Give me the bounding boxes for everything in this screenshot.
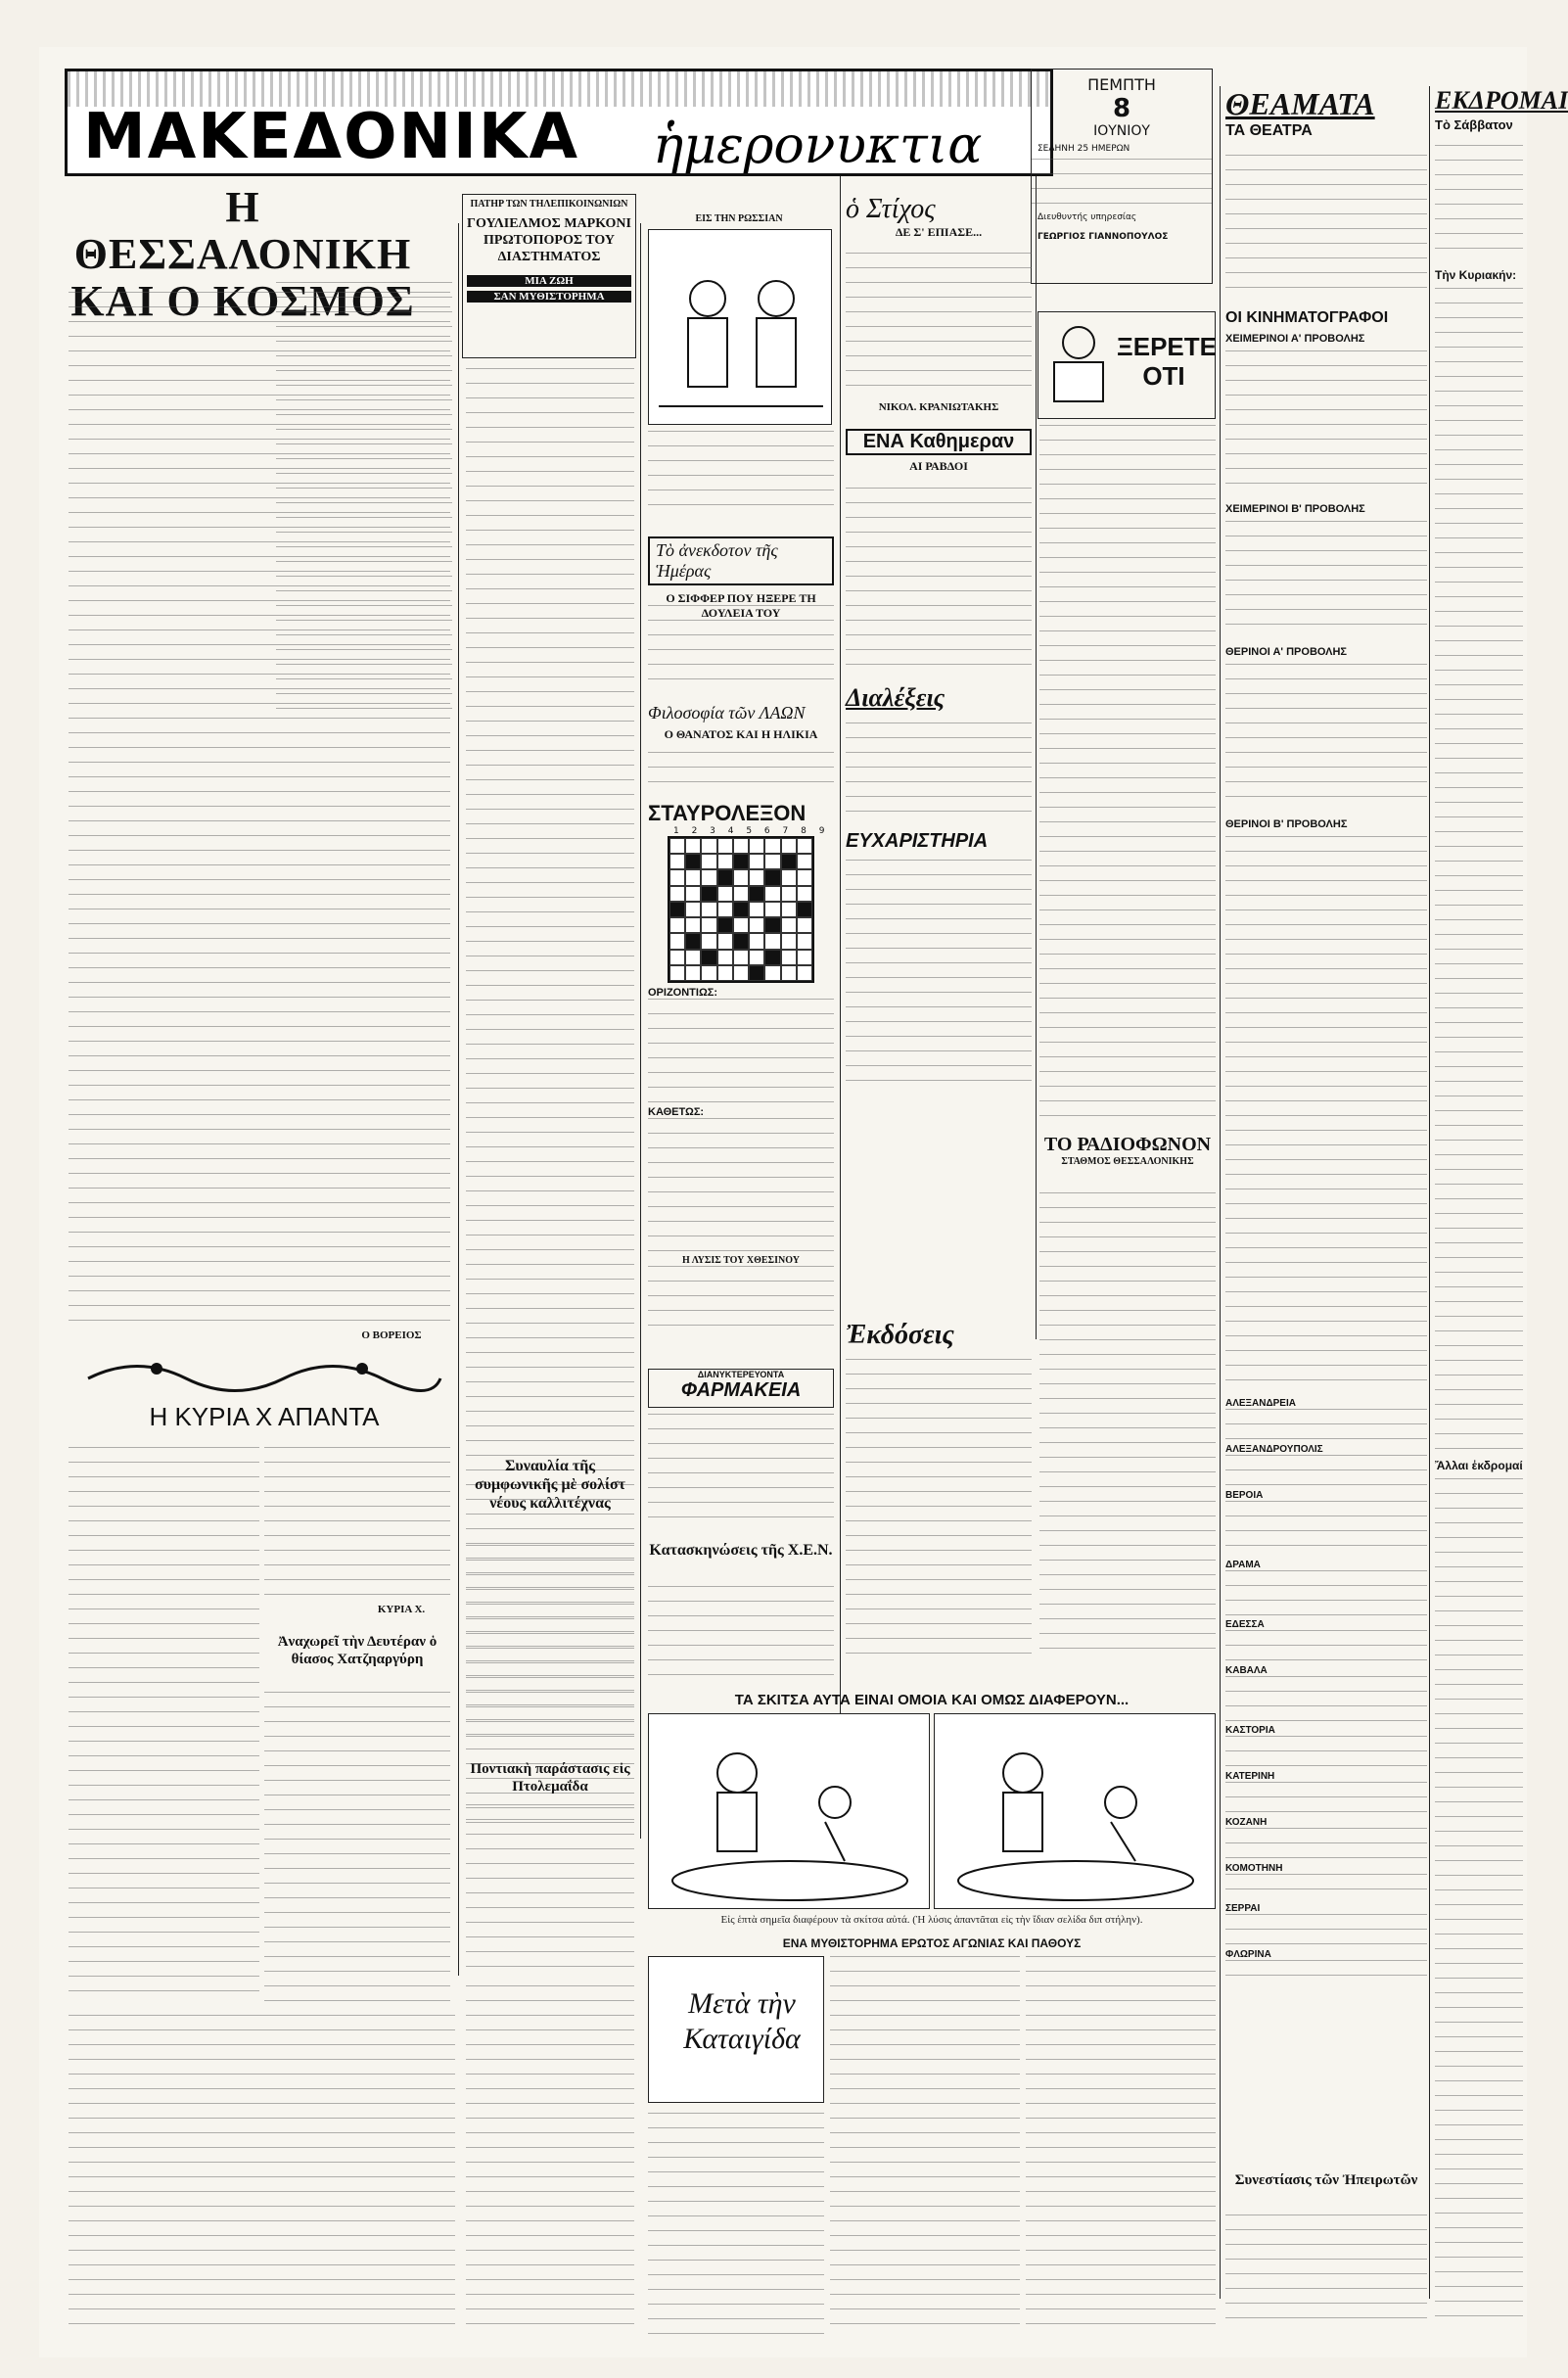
moon-phase: ΣΕΛΗΝΗ 25 ΗΜΕΡΩΝ — [1038, 144, 1130, 154]
crossword-solution-label: Η ΛΥΣΙΣ ΤΟΥ ΧΘΕΣΙΝΟΥ — [682, 1255, 800, 1266]
radio-sub: ΣΤΑΘΜΟΣ ΘΕΣΣΑΛΟΝΙΚΗΣ — [1061, 1156, 1194, 1167]
eucharistiria-section — [846, 830, 1032, 853]
city-listing — [1225, 1828, 1427, 1863]
city-florina: ΦΛΩΡΙΝΑ — [1225, 1949, 1271, 1960]
city-kastoria: ΚΑΣΤΟΡΙΑ — [1225, 1725, 1275, 1736]
lead-headline: Η ΘΕΣΣΑΛΟΝΙΚΗ ΚΑΙ Ο ΚΟΣΜΟΣ — [70, 183, 415, 325]
stichos-poem — [846, 253, 1032, 399]
winter-b-label: ΧΕΙΜΕΡΙΝΟΙ Β' ΠΡΟΒΟΛΗΣ — [1225, 503, 1365, 515]
city-listing — [1225, 1782, 1427, 1817]
column-rule — [1036, 106, 1037, 1339]
pontic-body — [466, 1804, 634, 1971]
xerete-body — [1039, 425, 1216, 1130]
city-listing — [1225, 1676, 1427, 1725]
eucharistiria-title: ΕΥΧΑΡΙΣΤΗΡΙΑ — [846, 830, 989, 852]
xen-title: Κατασκηνώσεις τῆς Χ.Ε.Ν. — [649, 1542, 833, 1559]
city-kavala: ΚΑΒΑΛΑ — [1225, 1665, 1268, 1676]
xen-body — [648, 1586, 834, 1684]
sketch-game-caption: Εἰς ἑπτὰ σημεῖα διαφέρουν τὰ σκίτσα αὐτά. (Ἡ λύσις ἀπαντᾶται εἰς τὴν ἴδιαν σελίδα διπ στήλην). — [720, 1914, 1143, 1926]
weekday: ΠΕΜΠΤΗ — [1087, 75, 1156, 94]
ena-section — [846, 429, 1032, 474]
masthead — [65, 69, 1053, 176]
horizontal-clues — [648, 999, 834, 1106]
lead-byline: Ο ΒΟΡΕΙΟΣ — [361, 1329, 422, 1341]
lady-x-body — [69, 1447, 259, 2005]
novel-kicker: ΕΝΑ ΜΥΘΙΣΤΟΡΗΜΑ ΕΡΩΤΟΣ ΑΓΩΝΙΑΣ ΚΑΙ ΠΑΘΟΥΣ — [782, 1936, 1082, 1950]
novel-section — [648, 1936, 1216, 1950]
ena-title: ΑΙ ΡΑΒΔΟΙ — [909, 459, 968, 473]
newspaper-page — [39, 47, 1568, 2357]
novel-banner — [648, 1956, 824, 2103]
marconi-headline: ΓΟΥΛΙΕΛΜΟΣ ΜΑΡΚΟΝΙ ΠΡΩΤΟΠΟΡΟΣ ΤΟΥ ΔΙΑΣΤΗΜΑΤΟΣ — [467, 216, 631, 264]
crossword-solution — [648, 1266, 834, 1334]
sunday-list — [1435, 288, 1523, 1453]
anecdote-label: Τὸ ἀνεκδοτον τῆς Ἡμέρας — [648, 536, 834, 585]
marconi-kicker: ΠΑΤΗΡ ΤΩΝ ΤΗΛΕΠΙΚΟΙΝΩΝΙΩΝ — [470, 199, 628, 210]
radio-section — [1039, 1134, 1216, 1167]
city-edessa: ΕΔΕΣΣΑ — [1225, 1619, 1265, 1630]
beach-scene-icon — [649, 1714, 931, 1910]
sketch-right — [934, 1713, 1216, 1909]
summer-a-label: ΘΕΡΙΝΟΙ Α' ΠΡΟΒΟΛΗΣ — [1225, 646, 1348, 658]
pontic-title: Ποντιακὴ παράστασις εἰς Πτολεμαΐδα — [470, 1761, 630, 1795]
marconi-sub1: ΜΙΑ ΖΩΗ — [467, 275, 631, 287]
crossword-grid — [668, 836, 814, 983]
city-kozani: ΚΟΖΑΝΗ — [1225, 1817, 1268, 1828]
column-rule — [840, 106, 841, 1868]
philosophy-title: Ο ΘΑΝΑΤΟΣ ΚΑΙ Η ΗΛΙΚΙΑ — [664, 727, 818, 741]
novel-col1 — [830, 1956, 1020, 2338]
eucharistiria-body — [846, 860, 1032, 1095]
lady-x-body-2 — [264, 1447, 450, 1604]
dialexeis-title: Διαλέξεις — [846, 683, 945, 712]
ekdoseis-body — [846, 1359, 1032, 1662]
ekdromai-header: ΕΚΔΡΟΜΑΙ — [1435, 86, 1568, 115]
lady-x-byline: ΚΥΡΙΑ Χ. — [377, 1604, 426, 1615]
city-listing — [1225, 1501, 1427, 1560]
stichos-section — [846, 194, 1032, 240]
city-listing — [1225, 1736, 1427, 1771]
summer-b-list — [1225, 836, 1427, 1384]
philosophy-label: Φιλοσοφία τῶν ΛΑΩΝ — [648, 703, 806, 723]
city-alexandroupolis: ΑΛΕΞΑΝΔΡΟΥΠΟΛΙΣ — [1225, 1444, 1323, 1455]
ekdoseis-section — [846, 1320, 1032, 1351]
city-serres: ΣΕΡΡΑΙ — [1225, 1903, 1261, 1914]
russia-caption-text — [648, 431, 834, 519]
winter-b-list — [1225, 521, 1427, 638]
city-komotini: ΚΟΜΟΤΗΝΗ — [1225, 1863, 1283, 1874]
summer-a-list — [1225, 664, 1427, 811]
concert-title: Συναυλία τῆς συμφωνικῆς μὲ σολίστ νέους καλλιτέχνας — [474, 1458, 626, 1512]
day-number: 8 — [1112, 94, 1131, 123]
theamata-header: ΘΕΑΜΑΤΑ — [1225, 86, 1375, 121]
date-box — [1031, 69, 1213, 284]
theamata-section — [1225, 86, 1427, 140]
russia-caption: ΕΙΣ ΤΗΝ ΡΩΣΣΙΑΝ — [695, 213, 783, 224]
masthead-title: ΜΑΚΕΔΟΝΙΚΑ — [83, 101, 579, 173]
city-veroia: ΒΕΡΟΙΑ — [1225, 1490, 1264, 1501]
crossword-label: ΣΤΑΥΡΟΛΕΞΟΝ — [648, 801, 807, 825]
saturday-list — [1435, 145, 1523, 262]
pharmacies-list — [648, 1414, 834, 1531]
radio-schedule — [1039, 1192, 1216, 1662]
philosophy-section — [648, 703, 834, 742]
xerete-box — [1038, 311, 1216, 419]
stichos-author: ΝΙΚΟΛ. ΚΡΑΝΙΩΤΑΚΗΣ — [878, 401, 999, 413]
dialexeis-body — [846, 723, 1032, 820]
philosophy-body — [648, 752, 834, 791]
epirus-body — [1225, 2215, 1427, 2332]
ena-label: ΕΝΑ Καθημεραν — [846, 429, 1032, 455]
ekdoseis-title: Ἐκδόσεις — [846, 1320, 954, 1350]
column-rule — [1429, 86, 1430, 2299]
sketch-game-title: ΤΑ ΣΚΙΤΣΑ ΑΥΤΑ ΕΙΝΑΙ ΟΜΟΙΑ ΚΑΙ ΟΜΩΣ ΔΙΑΦΕΡΟΥΝ... — [734, 1692, 1130, 1708]
pharmacies-box — [648, 1369, 834, 1408]
column-rule — [458, 223, 459, 1976]
decorative-birds-icon — [78, 1349, 450, 1398]
city-drama: ΔΡΑΜΑ — [1225, 1560, 1261, 1570]
masthead-script: ἡμερονυκτια — [653, 117, 983, 175]
lead-article-col2 — [276, 282, 452, 723]
marconi-sub2: ΣΑΝ ΜΥΘΙΣΤΟΡΗΜΑ — [467, 291, 631, 303]
crossword-section — [648, 801, 834, 983]
stichos-label: ὁ Στίχος — [846, 194, 936, 224]
city-katerini: ΚΑΤΕΡΙΝΗ — [1225, 1771, 1275, 1782]
summer-b-label: ΘΕΡΙΝΟΙ Β' ΠΡΟΒΟΛΗΣ — [1225, 818, 1348, 830]
winter-a-list — [1225, 350, 1427, 497]
winter-a-label: ΧΕΙΜΕΡΙΝΟΙ Α' ΠΡΟΒΟΛΗΣ — [1225, 333, 1365, 345]
provincial-cinemas — [1225, 1398, 1427, 1989]
beach-scene-icon — [935, 1714, 1217, 1910]
crossword-vertical-label: ΚΑΘΕΤΩΣ: — [648, 1106, 705, 1118]
city-listing — [1225, 1409, 1427, 1444]
reading-man-icon — [1044, 318, 1113, 416]
sketch-game — [648, 1692, 1216, 1708]
month: ΙΟΥΝΙΟΥ — [1093, 123, 1150, 139]
city-listing — [1225, 1455, 1427, 1490]
concert-body — [466, 1545, 634, 1741]
saturday-label: Τὸ Σάββατον — [1435, 117, 1513, 132]
dialexeis-section — [846, 683, 1032, 713]
lower-left-body — [69, 2015, 455, 2338]
thiasos-body — [264, 1692, 450, 2005]
vertical-clues — [648, 1118, 834, 1255]
marconi-box — [462, 194, 636, 358]
sketch-left — [648, 1713, 930, 1909]
pharmacies-title: ΦΑΡΜΑΚΕΙΑ — [680, 1379, 802, 1401]
almanac-text — [1032, 159, 1212, 208]
city-listing — [1225, 1874, 1427, 1903]
ena-body — [846, 488, 1032, 674]
city-listing — [1225, 1914, 1427, 1949]
column-rule — [640, 223, 641, 1839]
city-listing — [1225, 1960, 1427, 1989]
novel-col2 — [1026, 1956, 1216, 2338]
column-rule — [1220, 86, 1221, 2299]
crossword-horizontal-label: ΟΡΙΖΟΝΤΙΩΣ: — [648, 987, 718, 999]
theatres-label: ΤΑ ΘΕΑΤΡΑ — [1225, 122, 1313, 139]
continuation-col — [466, 1985, 634, 2338]
sunday-label: Τὴν Κυριακήν: — [1435, 268, 1517, 282]
director-name: ΓΕΩΡΓΙΟΣ ΓΙΑΝΝΟΠΟΥΛΟΣ — [1038, 232, 1169, 242]
novel-title: Μετὰ τὴν Καταιγίδα — [683, 1987, 801, 2055]
thiasos-title: Ἀναχωρεῖ τὴν Δευτέραν ὁ θίασος Χατζηαργύρη — [277, 1634, 438, 1667]
pharmacies-kicker: ΔΙΑΝΥΚΤΕΡΕΥΟΝΤΑ — [697, 1370, 785, 1379]
crossword-clues — [648, 987, 834, 1334]
epirus-title: Συνεστίασις τῶν Ἠπειρωτῶν — [1234, 2172, 1418, 2188]
lady-x-title: Η ΚΥΡΙΑ Χ ΑΠΑΝΤΑ — [149, 1402, 380, 1431]
theatres-list — [1225, 155, 1427, 302]
other-excursions-list — [1435, 1478, 1523, 2330]
other-excursions-label: Ἄλλαι ἐκδρομαί — [1435, 1459, 1523, 1472]
cinemas-label: ΟΙ ΚΙΝΗΜΑΤΟΓΡΑΦΟΙ — [1225, 309, 1389, 326]
city-listing — [1225, 1630, 1427, 1665]
city-alexandreia: ΑΛΕΞΑΝΔΡΕΙΑ — [1225, 1398, 1296, 1409]
lady-x-banner — [78, 1349, 450, 1437]
city-listing — [1225, 1570, 1427, 1619]
stichos-title: ΔΕ Σ' ΕΠΙΑΣΕ... — [895, 225, 983, 239]
cartoon-figures-icon — [649, 230, 833, 426]
xerete-label: ΞΕΡΕΤΕ ΟΤΙ — [1117, 332, 1217, 391]
novel-col0 — [648, 2113, 824, 2338]
anecdote-title: Ο ΣΙΦΦΕΡ ΠΟΥ ΗΞΕΡΕ ΤΗ ΔΟΥΛΕΙΑ ΤΟΥ — [666, 591, 816, 620]
crossword-numbers: 1 2 3 4 5 6 7 8 9 — [673, 826, 830, 836]
radio-title: ΤΟ ΡΑΔΙΟΦΩΝΟΝ — [1043, 1134, 1212, 1155]
director-label: Διευθυντής υπηρεσίας — [1038, 212, 1137, 222]
ekdromai-section — [1435, 86, 1568, 132]
russia-cartoon — [648, 229, 832, 425]
anecdote-body — [648, 605, 834, 693]
